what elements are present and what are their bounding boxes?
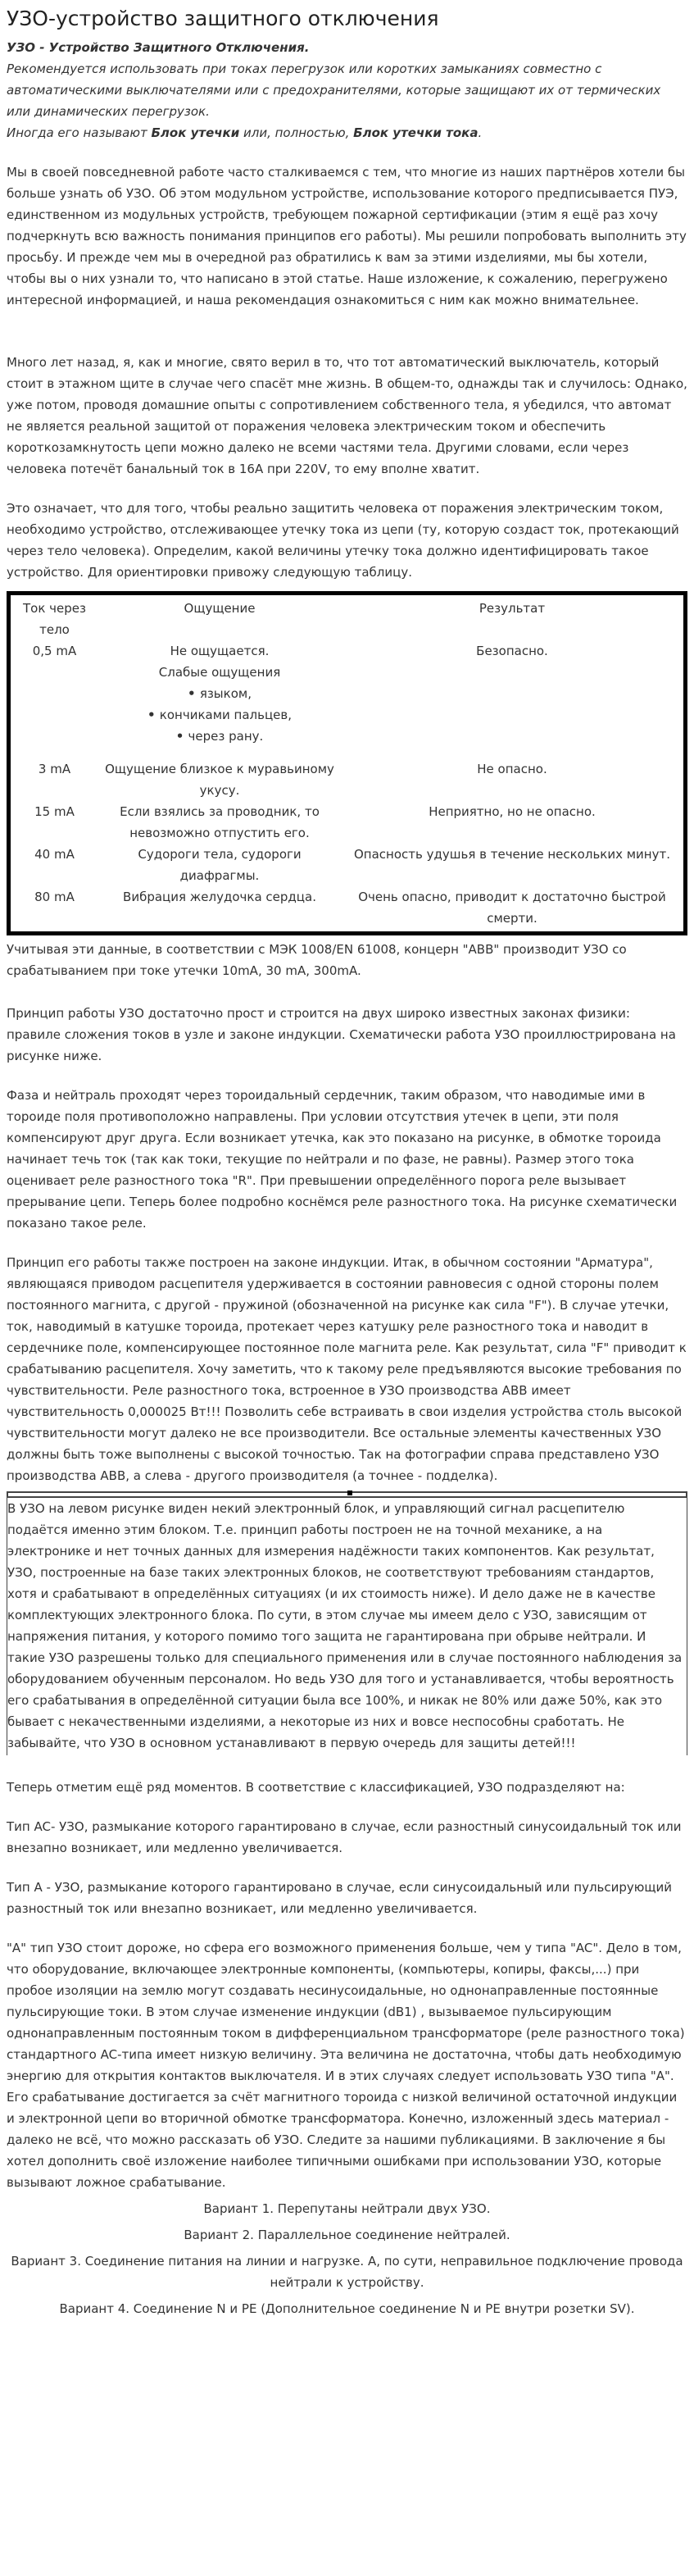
paragraph-4: Учитывая эти данные, в соответствии с МЭК 1008/EN 61008, концерн "ABB" производит УЗО со срабатыванием при токе утечки 10mA, 30 mA, 300mA.	[7, 942, 627, 978]
table-cell-result: Неприятно, но не опасно.	[429, 804, 596, 819]
table-cell-feel: Если взялись за проводник, то невозможно отпустить его.	[120, 804, 320, 840]
list-item: • кончиками пальцев,	[97, 704, 342, 726]
variant-4: Вариант 4. Соединение N и PE (Дополнительное соединение N и PE внутри розетки SV).	[59, 2301, 635, 2316]
table-cell-feel: Вибрация желудочка сердца.	[123, 890, 316, 904]
list-item: • языком,	[97, 683, 342, 704]
table-cell-feel	[95, 640, 344, 747]
divider-marker	[347, 1491, 352, 1495]
table-cell-feel: Судороги тела, судороги диафрагмы.	[138, 847, 302, 883]
page-title: УЗО-устройство защитного отключения	[7, 7, 439, 30]
paragraph-5: Принцип работы УЗО достаточно прост и строится на двух широко известных законах физики: правиле сложения токов в узле и законе индукции. Схематически работа УЗО проиллюстрирована на рисунке ниже.	[7, 1006, 676, 1063]
table-row	[14, 640, 680, 747]
table-header-current: Ток через тело	[23, 601, 86, 637]
table-cell-current: 0,5 mA	[32, 644, 77, 658]
table-row	[14, 844, 680, 886]
paragraph-10: Тип AC- УЗО, размыкание которого гарантировано в случае, если разностный синусоидальный ток или внезапно возникает, или медленно увеличивается.	[7, 1819, 682, 1855]
intro-line2	[7, 122, 687, 143]
feel-title: Не ощущается.	[170, 644, 270, 658]
feel-sub: Слабые ощущения	[158, 665, 281, 680]
paragraph-12: "A" тип УЗО стоит дороже, но сфера его возможного применения больше, чем у типа "AC". Дело в том, что оборудование, включающее электронные компоненты, (компьютеры, копиры, факсы,...) при пробое изоляции на землю могут создавать несинусоидальные, но однонаправленные постоянные пульсирующие токи. В этом случае изменение индукции (dB1) , вызываемое пульсирующим однонаправленным постоянным током в дифференциальном трансформаторе (реле разностного тока) стандартного AC-типа имеет низкую величину. Эта величина не достаточна, чтобы дать необходимую энергию для открытия контактов выключателя. И в этих случаях следует использовать УЗО типа "A". Его срабатывание достигается за счёт магнитного тороида с низкой величиной остаточной индукции и электронной цепи во вторичной обмотке трансформатора. Конечно, изложенный здесь материал - далеко не всё, что можно рассказать об УЗО. Следите за нашими публикациями. В заключение я бы хотел дополнить своё изложение наиболее типичными ошибками при использовании УЗО, которые вызывают ложное срабатывание.	[7, 1941, 685, 2190]
table-cell-current: 15 mA	[34, 804, 75, 819]
intro-line2-end: .	[478, 125, 483, 140]
paragraph-9: Теперь отметим ещё ряд моментов. В соответствие с классификацией, УЗО подразделяют на:	[7, 1780, 625, 1795]
table-header-row	[14, 598, 680, 640]
intro-bold2: Блок утечки тока	[353, 125, 479, 140]
table-row	[14, 886, 680, 929]
table-cell-result: Не опасно.	[477, 762, 547, 776]
variant-3: Вариант 3. Соединение питания на линии и нагрузке. А, по сути, неправильное подключение провода нейтрали к устройству.	[11, 2254, 683, 2290]
intro-line2-prefix: Иногда его называют	[7, 125, 152, 140]
section-divider	[7, 1491, 687, 1498]
paragraph-6: Фаза и нейтраль проходят через тороидальный сердечник, таким образом, что наводимые ими в тороиде поля противоположно направлены. При условии отсутствия утечек в цепи, эти поля компенсируют друг друга. Если возникает утечка, как это показано на рисунке, в обмотке тороида начинает течь ток (так как токи, текущие по нейтрали и по фазе, не равны). Размер этого тока оценивает реле разностного тока "R". При превышении определённого порога реле вызывает прерывание цепи. Теперь более подробно коснёмся реле разностного тока. На рисунке схематически показано такое реле.	[7, 1088, 678, 1231]
table-row	[14, 801, 680, 844]
paragraph-8: В УЗО на левом рисунке виден некий электронный блок, и управляющий сигнал расцепителю подаётся именно этим блоком. Т.е. принцип работы построен не на точной механике, а на электронике и нет точных данных для измерения надёжности таких компонентов. Как результат, УЗО, построенные на базе таких электронных блоков, не соответствуют требованиям стандартов, хотя и срабатывают в определённых ситуациях (и их стоимость ниже). И дело даже не в качестве комплектующих электронного блока. По сути, в этом случае мы имеем дело с УЗО, зависящим от напряжения питания, у которого помимо того защита не гарантирована при обрыве нейтрали. И такие УЗО разрешены только для специального применения или в случае постоянного наблюдения за оборудованием обученным персоналом. Но ведь УЗО для того и устанавливается, чтобы вероятность его срабатывания в определённой ситуации была все 100%, и никак не 80% или даже 50%, как это бывает с некачественными изделиями, а некоторые из них и вовсе неспособны сработать. Не забывайте, что УЗО в основном устанавливают в первую очередь для защиты детей!!!	[7, 1498, 687, 1755]
paragraph-7: Принцип его работы также построен на законе индукции. Итак, в обычном состоянии "Арматура", являющаяся приводом расцепителя удерживается в состоянии равновесия с одной стороны полем постоянного магнита, с другой - пружиной (обозначенной на рисунке как сила "F"). В случае утечки, ток, наводимый в катушке тороида, протекает через катушку реле разностного тока и наводит в сердечнике поле, компенсирующее постоянное поле магнита реле. Как результат, сила "F" приводит к срабатыванию расцепителя. Хочу заметить, что к такому реле предъявляются высокие требования по чувствительности. Реле разностного тока, встроенное в УЗО производства ABB имеет чувствительность 0,000025 Вт!!! Позволить себе встраивать в свои изделия устройства столь высокой чувствительности могут далеко не все производители. Все остальные элементы качественных УЗО должны быть тоже выполнены с высокой точностью. Так на фотографии справа представлено УЗО производства ABB, а слева - другого производителя (а точнее - подделка).	[7, 1255, 687, 1483]
table-row	[14, 758, 680, 801]
intro-line1: Рекомендуется использовать при токах перегрузок или коротких замыканиях совместно с автоматическими выключателями или с предохранителями, которые защищают их от термических или динамических перегрузок.	[7, 61, 661, 119]
table-cell-result: Очень опасно, приводит к достаточно быстрой смерти.	[358, 890, 666, 926]
intro	[7, 37, 687, 143]
paragraph-2: Много лет назад, я, как и многие, свято верил в то, что тот автоматический выключатель, который стоит в этажном щите в случае чего спасёт мне жизнь. В общем-то, однажды так и случилось: Однако, уже потом, проводя домашние опыты с сопротивлением собственного тела, я убедился, что автомат не является реальной защитой от поражения человека электрическим током и обеспечить короткозамкнутость цепи можно далеко не всеми частями тела. Другими словами, если через человека потечёт банальный ток в 16А при 220V, то ему вполне хватит.	[7, 355, 687, 476]
table-cell-current: 3 mA	[38, 762, 71, 776]
table-cell-feel: Ощущение близкое к муравьиному укусу.	[105, 762, 334, 798]
intro-heading: УЗО - Устройство Защитного Отключения.	[7, 40, 310, 55]
table-cell-current: 40 mA	[34, 847, 75, 862]
table-cell-current: 80 mA	[34, 890, 75, 904]
table-cell-result: Опасность удушья в течение нескольких минут.	[354, 847, 670, 862]
table-cell-result: Безопасно.	[476, 644, 548, 658]
paragraph-11: Тип А - УЗО, размыкание которого гарантировано в случае, если синусоидальный или пульсирующий разностный ток или внезапно возникает, или медленно увеличивается.	[7, 1880, 673, 1916]
current-effects-table	[7, 591, 687, 935]
paragraph-1: Мы в своей повседневной работе часто сталкиваемся с тем, что многие из наших партнёров хотели бы больше узнать об УЗО. Об этом модульном устройстве, использование которого предписывается ПУЭ, единственном из модульных устройств, требующем пожарной сертификации (этим я ещё раз хочу подчеркнуть всю важность понимания принципов его работы). Мы решили попробовать выполнить эту просьбу. И прежде чем мы в очередной раз обратились к вам за этими изделиями, мы бы хотели, чтобы вы о них узнали то, что написано в этой статье. Наше изложение, к сожалению, перегружено интересной информацией, и наша рекомендация ознакомиться с ним как можно внимательнее.	[7, 165, 687, 307]
paragraph-3: Это означает, что для того, чтобы реально защитить человека от поражения электрическим током, необходимо устройство, отслеживающее утечку тока из цепи (ту, которую создаст ток, протекающий через тело человека). Определим, какой величины утечку тока должно идентифицировать такое устройство. Для ориентировки привожу следующую таблицу.	[7, 501, 679, 580]
variant-2: Вариант 2. Параллельное соединение нейтралей.	[184, 2228, 510, 2242]
table-header-feel: Ощущение	[184, 601, 256, 616]
feel-list	[97, 683, 342, 747]
intro-line2-mid: или, полностью,	[239, 125, 354, 140]
table-header-result: Результат	[479, 601, 546, 616]
intro-bold1: Блок утечки	[151, 125, 240, 140]
list-item: • через рану.	[97, 726, 342, 747]
variant-1: Вариант 1. Перепутаны нейтрали двух УЗО.	[203, 2201, 491, 2216]
